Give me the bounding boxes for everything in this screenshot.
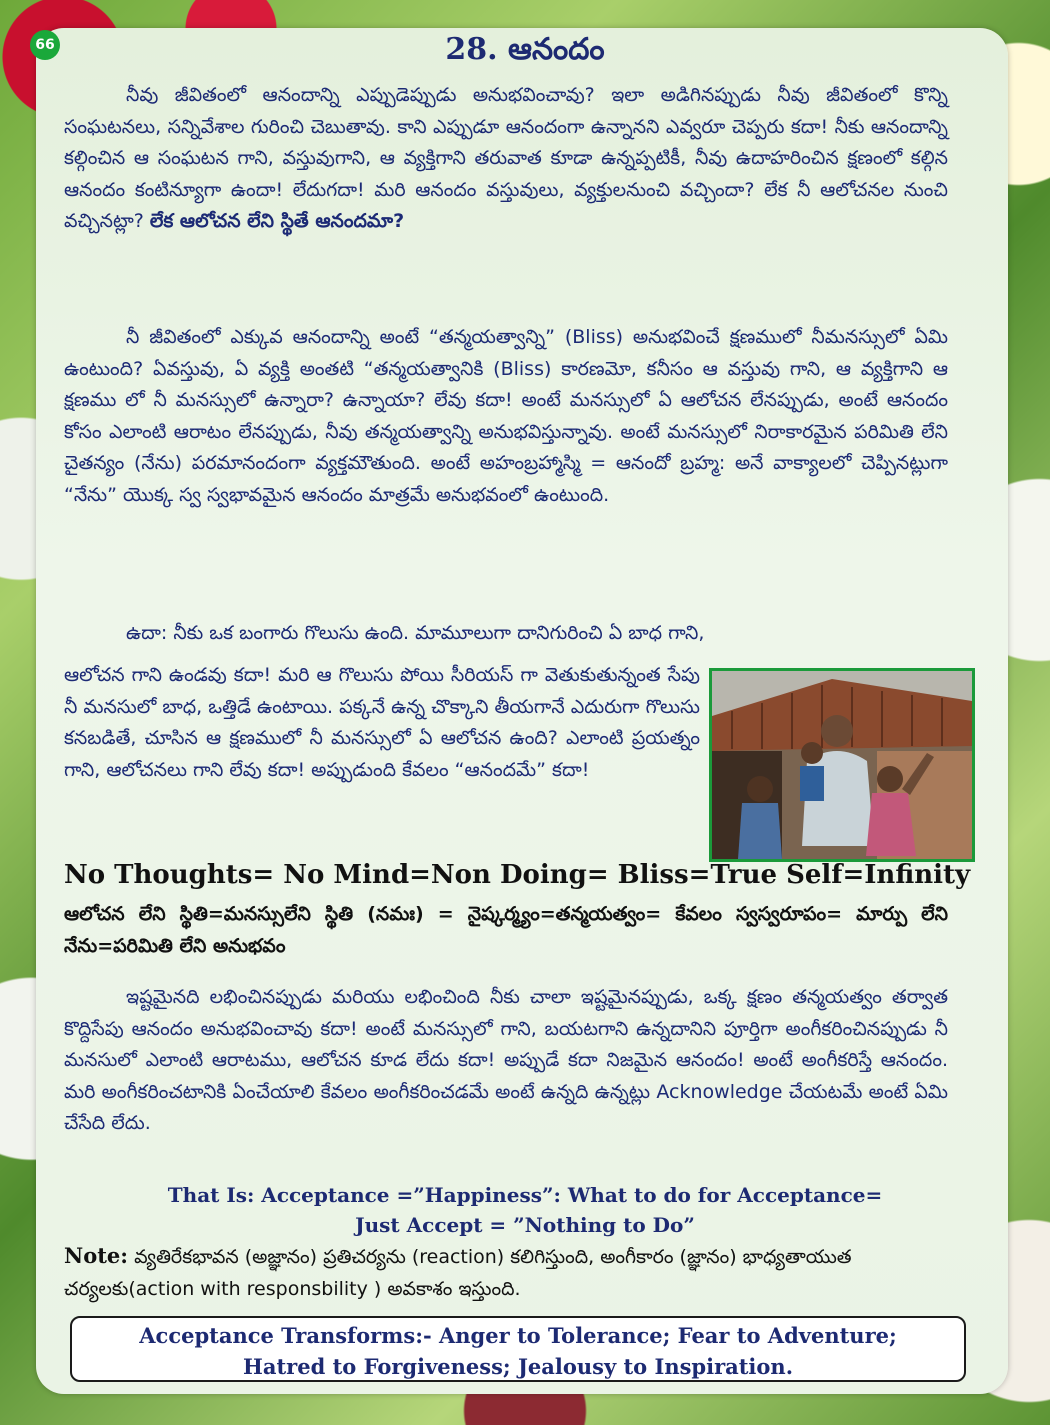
box-line-2: Hatred to Forgiveness; Jealousy to Inspiration. <box>243 1354 793 1379</box>
paragraph-2-text: నీ జీవితంలో ఎక్కువ ఆనందాన్ని అంటే “తన్మయత్వాన్ని” (Bliss) అనుభవించే క్షణములో నీమనస్సులో ఏమి ఉంటుంది? ఏవస్తువు, ఏ వ్యక్తి అంతటి “తన్మయత్వానికి (Bliss) కారణమో, కనీసం ఆ వస్తువు గాని, ఆ వ్యక్తిగాని ఆ క్షణము లో నీ మనస్సులో ఉన్నారా? ఉన్నాయా? లేవు కదా! అంటే మనస్సులో ఏ ఆలోచన లేనప్పుడు, అంటే ఆనందం కోసం ఎలాంటి ఆరాటం లేనప్పుడు, నీవు తన్మయత్వాన్ని అనుభవిస్తున్నావు. అంటే మనస్సులో నిరాకారమైన పరిమితి లేని చైతన్యం (నేను) పరమానందంగా వ్యక్తమౌతుంది. అంటే అహంబ్రహ్మాస్మి = ఆనందో బ్రహ్మ: అనే వాక్యాలలో చెప్పినట్లుగా “నేను” యొక్క స్వ స్వభావమైన ఆనందం మాత్రమే అనుభవంలో ఉంటుంది. <box>64 326 948 506</box>
paragraph-1 <box>64 80 948 238</box>
family-photo-illustration <box>712 671 972 859</box>
page-title: 28. ఆనందం <box>445 32 605 67</box>
paragraph-4 <box>64 982 948 1140</box>
acceptance-transforms-box <box>70 1316 966 1382</box>
paragraph-4-text: ఇష్టమైనది లభించినప్పుడు మరియు లభించింది నీకు చాలా ఇష్టమైనప్పుడు, ఒక్క క్షణం తన్మయత్వం తర్వాత కొద్దిసేపు ఆనందం అనుభవించావు కదా! అంటే మనస్సులో గాని, బయటగాని ఉన్నదానిని పూర్తిగా అంగీకరించినప్పుడు నీ మనసులో ఎలాంటి ఆరాటము, ఆలోచన కూడ లేదు కదా! అప్పుడే కదా నిజమైన ఆనందం! అంటే అంగీకరిస్తే ఆనందం. మరి అంగీకరించటానికి ఏంచేయాలి కేవలం అంగీకరించడమే అంటే ఉన్నది ఉన్నట్లు Acknowledge చేయటమే అంటే ఏమి చేసేది లేదు. <box>64 986 948 1134</box>
paragraph-3-text: ఆలోచన గాని ఉండవు కదా! మరి ఆ గొలుసు పోయి సీరియస్ గా వెతుకుతున్నంత సేపు నీ మనసులో బాధ, ఒత్తిడే ఉంటాయి. పక్కనే ఉన్న చొక్కాని తీయగానే ఎదురుగా గొలుసు కనబడితే, చూసిన ఆ క్షణములో నీ మనస్సులో ఏ ఆలోచన ఉంది? ఎలాంటి ప్రయత్నం గాని, ఆలోచనలు గాని లేవు కదా! అప్పుడుంది కేవలం “ఆనందమే” కదా! <box>64 664 700 781</box>
note-label: Note: <box>64 1243 129 1268</box>
paragraph-3-line1: ఉదా: నీకు ఒక బంగారు గొలుసు ఉంది. మామూలుగా దానిగురించి ఏ బాధ గాని, <box>126 622 705 644</box>
family-photo <box>709 668 975 862</box>
formula-english: No Thoughts= No Mind=Non Doing= Bliss=True Self=Infinity <box>64 860 971 890</box>
formula-telugu: ఆలోచన లేని స్థితి=మనస్సులేని స్థితి (నమః) = నైష్కర్మ్యం=తన్మయత్వం= కేవలం స్వస్వరూపం= మార్పు లేని నేను=పరిమితి లేని అనుభవం <box>64 903 948 957</box>
that-is-statement <box>0 1180 1050 1240</box>
paragraph-3-first-line <box>64 618 948 650</box>
box-line-1: Acceptance Transforms:- Anger to Tolerance; Fear to Adventure; <box>139 1323 897 1348</box>
paragraph-2 <box>64 322 948 511</box>
that-is-line-2: Just Accept = ”Nothing to Do” <box>355 1213 695 1237</box>
paragraph-3-rest <box>64 660 700 786</box>
paragraph-1-bold: లేక ఆలోచన లేని స్థితే ఆనందమా? <box>149 210 405 232</box>
paragraph-1-text: నీవు జీవితంలో ఆనందాన్ని ఎప్పుడెప్పుడు అనుభవించావు? ఇలా అడిగినప్పుడు నీవు జీవితంలో కొన్ని సంఘటనలు, సన్నివేశాల గురించి చెబుతావు. కాని ఎప్పుడూ ఆనందంగా ఉన్నానని ఎవ్వరూ చెప్పరు కదా! నీకు ఆనందాన్ని కల్గించిన ఆ సంఘటన గాని, వస్తువుగాని, ఆ వ్యక్తిగాని తరువాత కూడా ఉన్నప్పటికీ, నీవు ఉదాహరించిన క్షణంలో కల్గిన ఆనందం కంటిన్యూగా ఉందా! లేదుగదా! మరి ఆనందం వస్తువులు, వ్యక్తులనుంచి వచ్చిందా? లేక నీ ఆలోచనల నుంచి వచ్చినట్లా? <box>64 84 948 232</box>
that-is-line-1: That Is: Acceptance =”Happiness”: What to do for Acceptance= <box>167 1183 883 1207</box>
page-number-badge: 66 <box>30 30 60 60</box>
note <box>64 1240 948 1305</box>
note-text: వ్యతిరేకభావన (అజ్ఞానం) ప్రతిచర్యను (reaction) కలిగిస్తుంది, అంగీకారం (జ్ఞానం) భాధ్యతాయుత చర్యలకు(action with responsbility ) అవకాశం ఇస్తుంది. <box>64 1246 852 1300</box>
